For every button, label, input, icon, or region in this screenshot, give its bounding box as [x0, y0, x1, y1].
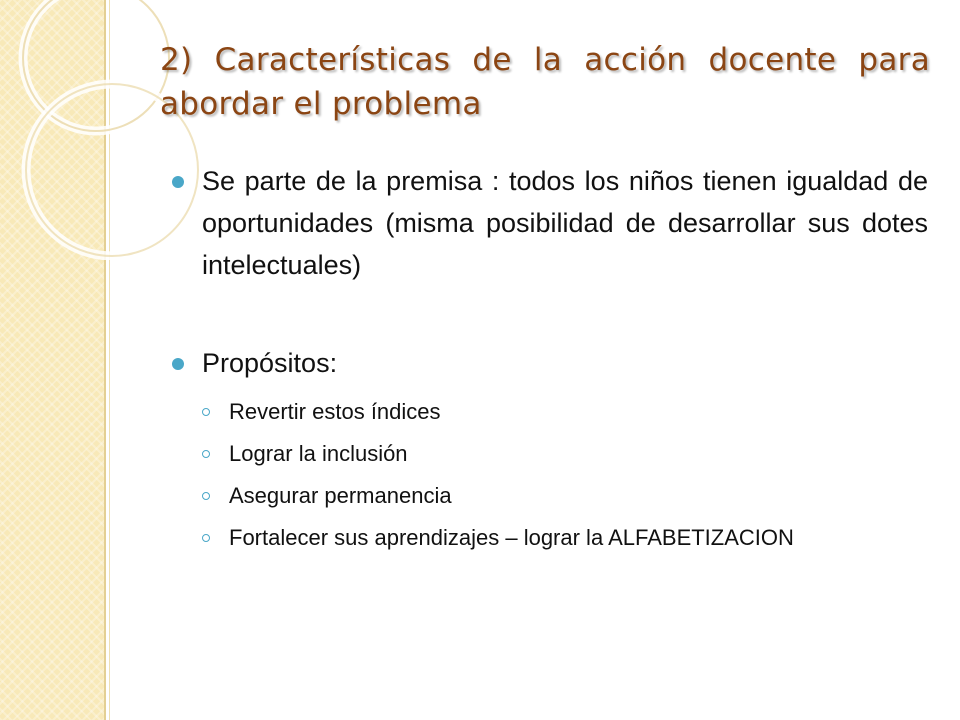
sub-list-item	[168, 481, 928, 510]
spacer	[168, 286, 928, 342]
sub-bullet-ring-icon	[202, 408, 210, 416]
slide-content	[168, 160, 928, 552]
bullet-dot-icon	[172, 176, 184, 188]
sub-item-text: Fortalecer sus aprendizajes – lograr la ALFABETIZACION	[229, 525, 794, 550]
bullet-item-premise	[168, 160, 928, 286]
sub-bullet-ring-icon	[202, 450, 210, 458]
bullet-text: Se parte de la premisa : todos los niños tienen igualdad de oportunidades (misma posibilidad de desarrollar sus dotes intelectuales)	[202, 166, 928, 280]
sub-list-item	[168, 439, 928, 468]
slide-title: 2) Características de la acción docente para abordar el problema	[160, 42, 930, 122]
sub-bullet-ring-icon	[202, 534, 210, 542]
sub-item-text: Asegurar permanencia	[229, 483, 452, 508]
sub-list-item	[168, 523, 928, 552]
sub-item-text: Revertir estos índices	[229, 399, 441, 424]
sub-bullet-ring-icon	[202, 492, 210, 500]
purposes-sub-list	[168, 397, 928, 552]
bullet-dot-icon	[172, 358, 184, 370]
bullet-text: Propósitos:	[202, 348, 338, 378]
sub-list-item	[168, 397, 928, 426]
bullet-item-purposes	[168, 342, 928, 384]
sub-item-text: Lograr la inclusión	[229, 441, 408, 466]
